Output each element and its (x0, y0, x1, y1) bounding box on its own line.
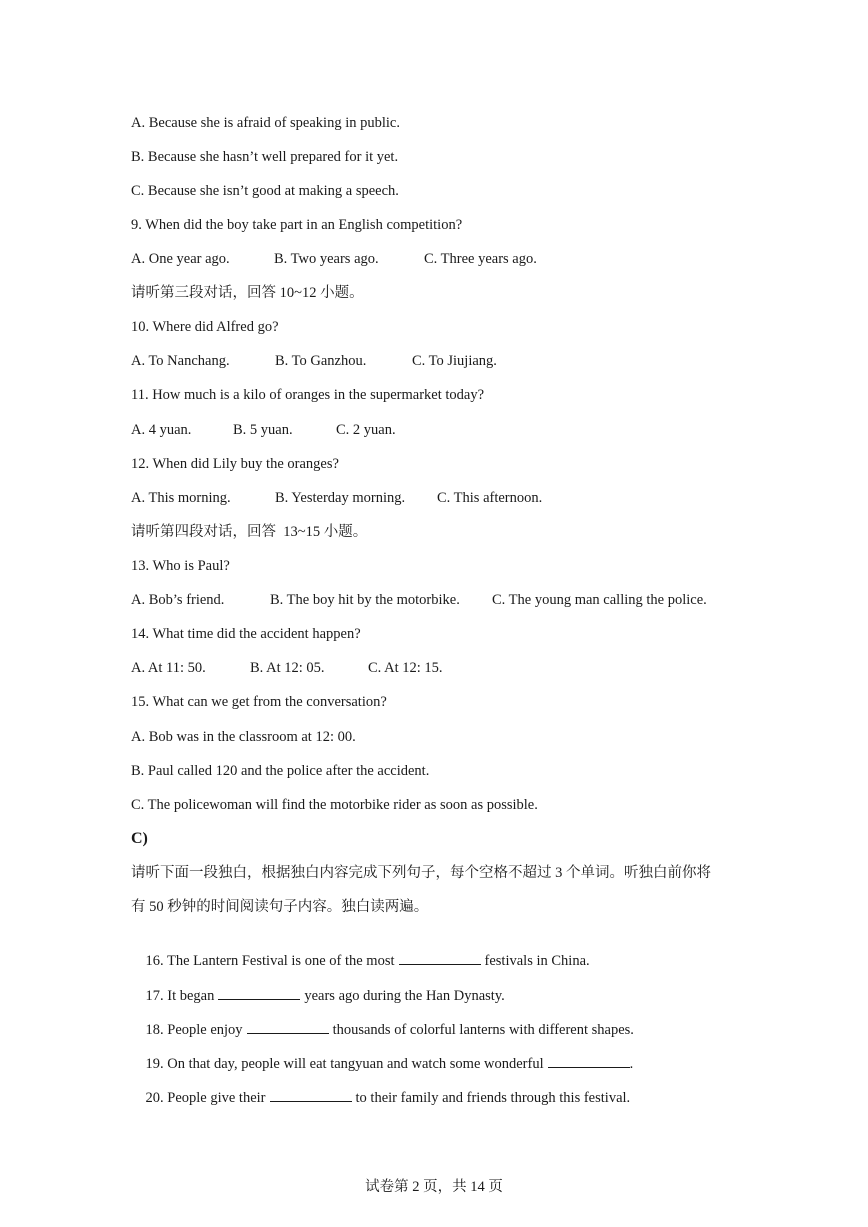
q10-option-a: A. To Nanchang. (131, 353, 230, 369)
q8-option-a: A. Because she is afraid of speaking in public. (131, 115, 400, 131)
q18-answer-blank[interactable] (247, 1019, 329, 1034)
q9-option-a: A. One year ago. (131, 251, 230, 267)
page-footer: 试卷第 2 页，共 14 页 (365, 1179, 503, 1195)
q13-option-c: C. The young man calling the police. (492, 592, 707, 608)
q19-text-before: 19. On that day, people will eat tangyuan and watch some wonderful (145, 1056, 544, 1072)
q9-option-c: C. Three years ago. (424, 251, 537, 267)
q9-options (131, 250, 731, 268)
q9-option-b: B. Two years ago. (274, 251, 379, 267)
section-c-instruction-line2: 有 50 秒钟的时间阅读句子内容。独白读两遍。 (131, 899, 429, 915)
q16-answer-blank[interactable] (399, 950, 481, 965)
q19-text-after: . (629, 1056, 634, 1072)
q9-question: 9. When did the boy take part in an English competition? (131, 217, 463, 233)
q10-option-b: B. To Ganzhou. (275, 353, 367, 369)
q14-options (131, 659, 731, 677)
section-c-heading: C) (131, 830, 148, 847)
q13-options (131, 591, 751, 609)
q18-text-before: 18. People enjoy (145, 1022, 243, 1038)
q15-option-c: C. The policewoman will find the motorbike rider as soon as possible. (131, 797, 538, 813)
q13-question: 13. Who is Paul? (131, 558, 230, 574)
q19-answer-blank[interactable] (548, 1053, 630, 1068)
q12-option-c: C. This afternoon. (437, 490, 543, 506)
q20-answer-blank[interactable] (270, 1087, 352, 1102)
q14-option-b: B. At 12: 05. (250, 660, 325, 676)
q10-question: 10. Where did Alfred go? (131, 319, 279, 335)
q18-text-after: thousands of colorful lanterns with different shapes. (332, 1022, 634, 1038)
q13-option-b: B. The boy hit by the motorbike. (270, 592, 460, 608)
q8-option-b: B. Because she hasn’t well prepared for it yet. (131, 149, 399, 165)
q17-text-before: 17. It began (145, 988, 215, 1004)
q12-question: 12. When did Lily buy the oranges? (131, 456, 339, 472)
q14-option-a: A. At 11: 50. (131, 660, 206, 676)
q12-option-a: A. This morning. (131, 490, 231, 506)
q14-option-c: C. At 12: 15. (368, 660, 443, 676)
q13-option-a: A. Bob’s friend. (131, 592, 225, 608)
q17-text-after: years ago during the Han Dynasty. (304, 988, 505, 1004)
q15-question: 15. What can we get from the conversation? (131, 694, 387, 710)
q10-option-c: C. To Jiujiang. (412, 353, 497, 369)
q10-options (131, 352, 731, 370)
q8-option-c: C. Because she isn’t good at making a speech. (131, 183, 399, 199)
q15-option-b: B. Paul called 120 and the police after the accident. (131, 763, 430, 779)
q16-text-before: 16. The Lantern Festival is one of the most (145, 953, 395, 969)
instruction-section-3: 请听第三段对话，回答 10~12 小题。 (131, 285, 364, 301)
q12-option-b: B. Yesterday morning. (275, 490, 406, 506)
q20-text-after: to their family and friends through this festival. (355, 1090, 631, 1106)
q20-sentence (131, 1069, 630, 1125)
q11-option-b: B. 5 yuan. (233, 422, 293, 438)
q11-option-a: A. 4 yuan. (131, 422, 192, 438)
q12-options (131, 489, 731, 507)
section-c-instruction-line1: 请听下面一段独白，根据独白内容完成下列句子，每个空格不超过 3 个单词。听独白前你将 (131, 865, 711, 881)
instruction-section-4: 请听第四段对话，回答 13~15 小题。 (131, 524, 368, 540)
q14-question: 14. What time did the accident happen? (131, 626, 361, 642)
q20-text-before: 20. People give their (145, 1090, 266, 1106)
q17-answer-blank[interactable] (218, 985, 300, 1000)
q11-question: 11. How much is a kilo of oranges in the supermarket today? (131, 387, 485, 403)
q16-text-after: festivals in China. (484, 953, 590, 969)
q11-options (131, 421, 731, 439)
q11-option-c: C. 2 yuan. (336, 422, 396, 438)
q15-option-a: A. Bob was in the classroom at 12: 00. (131, 729, 356, 745)
